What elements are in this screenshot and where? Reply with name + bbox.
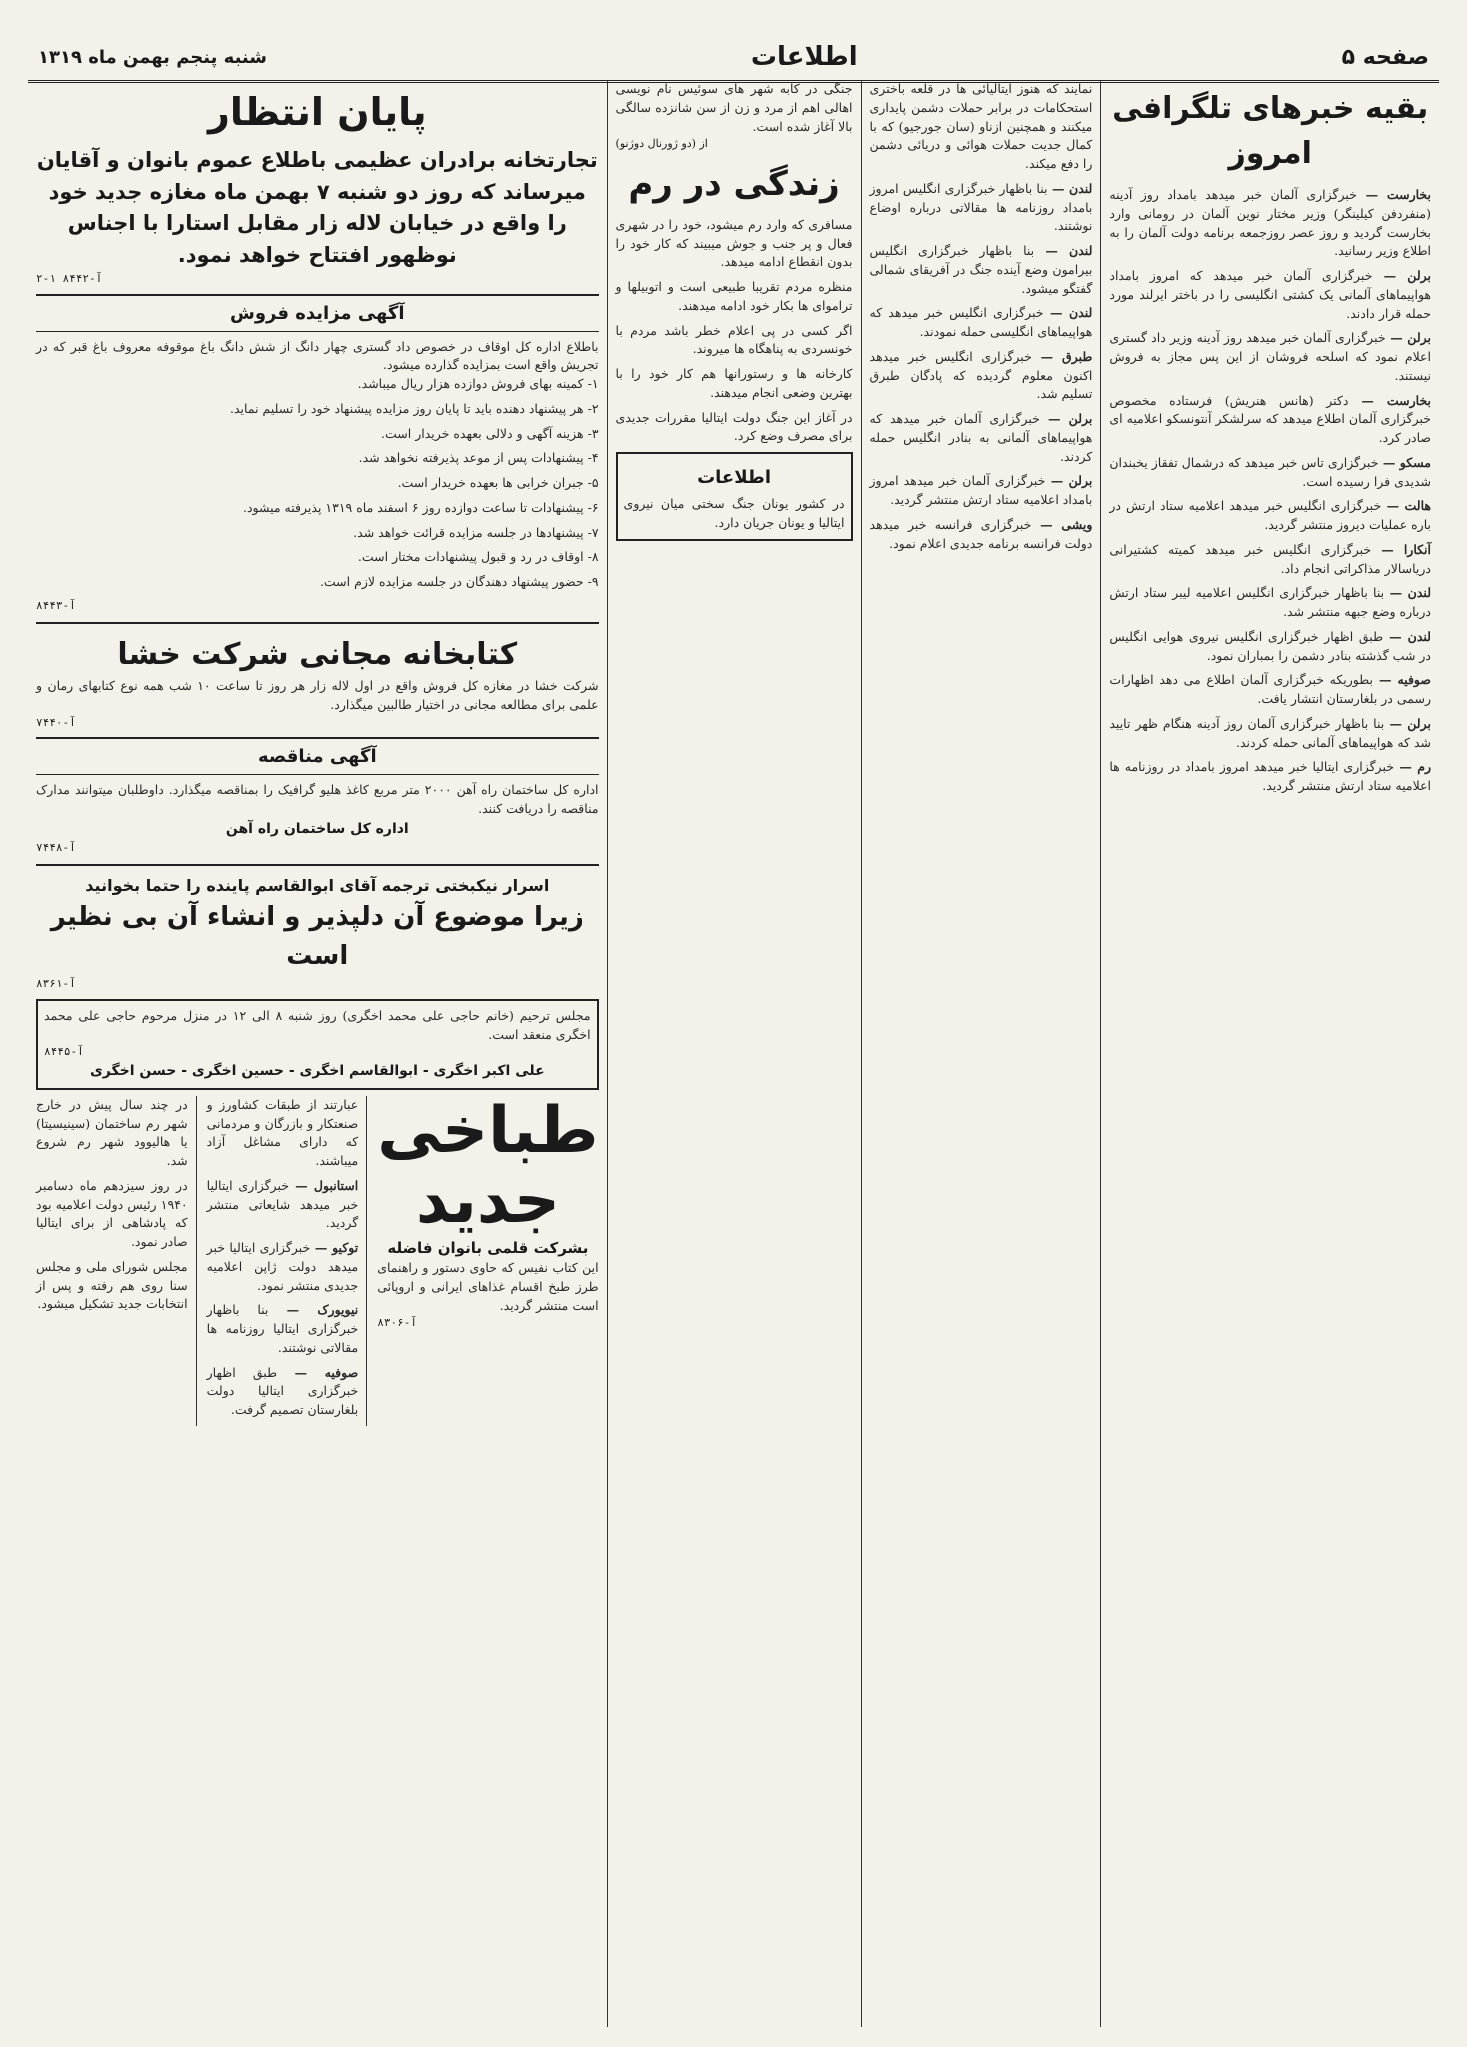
column-right: [1100, 80, 1439, 2027]
dateline: لندن —: [1043, 305, 1093, 321]
dateline: استانبول —: [288, 1177, 359, 1193]
paper-name: اطلاعات: [750, 42, 858, 72]
news-item: [1109, 329, 1431, 385]
news-item: [207, 1301, 359, 1357]
news-item: ۵- جبران خرابی ها بعهده خریدار است.: [397, 475, 599, 490]
cookbook-text: این کتاب نفیس که حاوی دستور و راهنمای طرز طبخ اقسام غذاهای ایرانی و اروپائی است منتشر گردید.: [377, 1260, 599, 1313]
news-text: بنا باظهار خبرگزاری آلمان روز آدینه هنگام ظهر تایید شد که هواپیماهای آلمانی حمله کردند.: [1109, 715, 1431, 750]
column-left-ads: [28, 80, 607, 2027]
info-box-title: اطلاعات: [697, 467, 771, 488]
dateline: برلن —: [1045, 473, 1093, 489]
news-text: دکتر (هانس هنریش) فرستاده مخصوص خبرگزاری آلمان اطلاع میدهد که سرلشکر آنتونسکو اعلامیه ای صادر کرد.: [1109, 392, 1431, 445]
columns: [28, 80, 1439, 2027]
dateline: مسکو —: [1378, 454, 1431, 470]
news-item: [870, 80, 1093, 174]
news-item: [1109, 454, 1431, 492]
mid-news: [36, 1096, 197, 1426]
auction-title: آگهی مزایده فروش: [36, 294, 599, 332]
auction-text: باطلاع اداره کل اوقاف در خصوص داد گستری چهار دانگ از شش دانگ باغ موقوفه معروف باغ قبر که در تجریش واقع است بمزایده گذارده میشود.: [36, 338, 599, 373]
news-list: [870, 80, 1093, 553]
news-text: نمایند که هنوز ایتالیائی ها در قلعه باختری استحکامات در برابر حملات دشمن پایداری میکنند و همچنین ازناو (سان جورجیو) که با کمال جدیت حملات هوائی و دریائی دشمن را دفع میکند.: [869, 81, 1093, 171]
tender-text: اداره کل ساختمان راه آهن ۲۰۰۰ متر مربع کاغذ هلیو گرافیک را بمناقصه میگذارد. داوطلبان میتوانند مدارک مناقصه را دریافت کنند.: [36, 782, 599, 816]
info-box-text: در کشور یونان جنگ سختی میان نیروی ایتالیا و یونان جریان دارد.: [623, 496, 845, 530]
dateline: برلن —: [1372, 268, 1432, 283]
news-text: بطوریکه خبرگزاری آلمان اطلاع می دهد اظهارات رسمی در بلغارستان انتشار یافت.: [1109, 672, 1431, 706]
news-item: [1109, 392, 1431, 448]
news-item: در آغاز این جنگ دولت ایتالیا مقررات جدیدی برای مصرف وضع کرد.: [615, 409, 853, 444]
dateline: بخارست —: [1348, 392, 1431, 408]
dateline: صوفیه —: [277, 1364, 359, 1380]
news-item: [1109, 186, 1431, 261]
page-number: صفحه ۵: [1341, 44, 1429, 70]
news-item: [207, 1177, 359, 1233]
lower-ads-row: [36, 1093, 599, 1426]
mourning-notice: [36, 999, 599, 1090]
mourning-code: آ-۸۴۴۵: [44, 1045, 84, 1059]
news-text: بنا باظهار خبرگزاری انگلیس امروز بامداد روزنامه ها مقالاتی درباره اوضاع نوشتند.: [869, 180, 1093, 234]
column-mid-left: [607, 80, 861, 2027]
news-text: بنا باظهار خبرگزاری انگلیس بیرامون وضع آینده جنگ در آفریقای شمالی گفتگو میشود.: [869, 243, 1093, 296]
dateline: لندن —: [1034, 243, 1093, 258]
news-item: مجلس شورای ملی و مجلس سنا روی هم رفته و پس از انتخابات جدید تشکیل میشود.: [36, 1258, 188, 1312]
news-item: [1109, 497, 1431, 535]
info-box: [616, 452, 853, 541]
news-item: کارخانه ها و رستورانها هم کار خود را با بهترین وضعی انجام میدهند.: [615, 366, 853, 400]
dateline: ویشی —: [1031, 516, 1093, 532]
news-item: ۹- حضور پیشنهاد دهندگان در جلسه مزایده لازم است.: [319, 574, 599, 589]
mourning-sign: علی اکبر اخگری - ابوالقاسم اخگری - حسین اخگری - حسن اخگری: [89, 1062, 545, 1079]
dateline: طبرق —: [1031, 348, 1093, 364]
news-item: [1109, 715, 1431, 753]
ad-headline-end-of-wait: پایان انتظار: [207, 90, 427, 134]
cookbook-title: طباخی جدید: [377, 1093, 599, 1239]
auction-items: [36, 375, 599, 592]
telegraph-news: [1109, 186, 1431, 796]
news-text: خبرگزاری آلمان خبر میدهد بامداد روز آدینه (منفردفن کیلینگر) وزیر مختار نوین آلمان در رومانی وارد بخارست گردید و روز عصر روزجمعه برنامه دولت آلمان را به اطلاع وزیر رسانید.: [1109, 187, 1431, 259]
top-item: جنگی در کابه شهر های سوئیس نام نویسی اهالی اهم از مرد و زن از سن شانزده سالگی بالا آغاز شده است.: [615, 81, 853, 134]
news-item: [870, 304, 1093, 342]
dateline: برلن —: [1039, 411, 1093, 426]
rome-article: [616, 216, 853, 446]
mid-news-list: [36, 1096, 188, 1314]
news-item: [1109, 758, 1431, 796]
news-text: خبرگزاری ایتالیا خبر میدهد امروز بامداد در روزنامه ها اعلامیه ستاد ارتش منتشر گردید.: [1109, 759, 1431, 793]
news-item: ۳- هزینه آگهی و دلالی بعهده خریدار است.: [381, 425, 599, 441]
news-text: خبرگزاری انگلیس خبر میدهد اعلامیه ستاد ارتش در باره عملیات دیروز منتشر گردید.: [1109, 498, 1431, 532]
headline-life-in-rome: زندگی در رم: [628, 163, 840, 204]
lower-news: [207, 1096, 368, 1426]
news-item: [870, 472, 1093, 510]
news-text: خبرگزاری آلمان خبر میدهد روز آدینه وزیر داد گستری اعلام نمود که اسلحه فروشان از این پس مجاز به فروش نیستند.: [1109, 330, 1431, 383]
divider: [36, 622, 599, 624]
news-item: مسافری که وارد رم میشود، خود را در شهری فعال و پر جنب و جوش میبیند که کار خود را بدون انقطاع ادامه میدهد.: [615, 216, 853, 270]
news-item: منظره مردم تقریبا طبیعی است و اتوبیلها و تراموای ها بکار خود ادامه میدهند.: [615, 279, 853, 313]
dateline: برلن —: [1384, 715, 1431, 731]
cookbook-ad: [377, 1093, 599, 1426]
news-item: ۲- هر پیشنهاد دهنده باید تا پایان روز مزایده پیشنهاد خود را تسلیم نماید.: [230, 400, 599, 416]
news-text: خبرگزاری انگلیس خبر میدهد که هواپیماهای انگلیسی حمله نمودند.: [869, 305, 1093, 339]
news-item: [1109, 584, 1431, 622]
library-title: کتابخانه مجانی شرکت خشا: [117, 637, 518, 673]
ad-store-opening: تجارتخانه برادران عظیمی باطلاع عموم بانوان و آقایان میرساند که روز دو شنبه ۷ بهمن ماه مغازه جدید خود را واقع در خیابان لاله زار مقابل استارا با اجناس نوظهور افتتاح خواهد نمود.: [36, 148, 598, 267]
news-text: خبرگزاری آلمان خبر میدهد که امروز بامداد هواپیماهای آلمانی یک کشتی انگلیسی را در باختر ایرلند مورد حمله قرار دادند.: [1109, 268, 1431, 321]
mourning-text: مجلس ترحیم (خانم حاجی علی محمد اخگری) روز شنبه ۸ الی ۱۲ در منزل مرحوم حاجی علی محمد اخگری منعقد است.: [44, 1007, 591, 1042]
library-text: شرکت خشا در مغازه کل فروش واقع در اول لاله زار هر روز تا ساعت ۱۰ شب همه نوع کتابهای رمان و علمی برای مطالعه مجانی در اختیار طالبین میگذارد.: [36, 678, 599, 712]
source-note: از (دو ژورنال دوژنو): [615, 137, 708, 151]
dateline: بخارست —: [1356, 187, 1431, 202]
news-item: [870, 516, 1093, 554]
news-text: خبرگزاری ایتالیا خبر میدهد دولت ژاپن اعلامیه جدیدی منتشر نمود.: [206, 1240, 359, 1293]
news-text: خبرگزاری آلمان خبر میدهد امروز بامداد اعلامیه ستاد ارتش منتشر گردید.: [869, 473, 1093, 507]
news-text: خبرگزاری آلمان خبر میدهد که هواپیماهای آلمانی به بنادر انگلیس حمله کردند.: [869, 411, 1093, 464]
news-text: خبرگزاری فرانسه خبر میدهد دولت فرانسه برنامه جدیدی اعلام نمود.: [869, 516, 1093, 551]
dateline: برلن —: [1385, 330, 1432, 346]
book-ad-code: آ-۸۳۶۱: [36, 977, 76, 991]
dateline: نیویورک —: [268, 1302, 359, 1318]
dateline: لندن —: [1047, 180, 1093, 196]
news-item: در چند سال پیش در خارج شهر رم ساختمان (سینیسیتا) یا هالیوود شهر رم شروع شد.: [36, 1096, 188, 1168]
news-item: ۴- پیشنهادات پس از موعد پذیرفته نخواهد شد.: [358, 450, 599, 466]
news-item: در روز سیزدهم ماه دسامبر ۱۹۴۰ رئیس دولت اعلامیه بود که پادشاهی از برای ایتالیا صادر نمود.: [36, 1177, 188, 1249]
news-item: ۶- پیشنهادات تا ساعت دوازده روز ۶ اسفند ماه ۱۳۱۹ پذیرفته میشود.: [242, 499, 599, 515]
news-item: اگر کسی در پی اعلام خطر باشد مردم با خونسردی به پناهگاه ها میروند.: [615, 322, 853, 357]
news-item: [1109, 541, 1431, 579]
news-item: [1109, 628, 1431, 666]
dateline: صوفیه —: [1372, 672, 1431, 688]
book-ad-line2: زیرا موضوع آن دلپذیر و انشاء آن بی نظیر است: [50, 902, 584, 972]
cookbook-code: آ-۸۳۰۶: [377, 1316, 417, 1330]
issue-date: شنبه پنجم بهمن ماه ۱۳۱۹: [38, 46, 267, 68]
news-item: ۷- پیشنهادها در جلسه مزایده قرائت خواهد شد.: [353, 524, 599, 540]
news-item: [207, 1239, 359, 1295]
lower-news-list: [207, 1096, 359, 1420]
news-text: خبرگزاری انگلیس خبر میدهد کمیته کشتیرانی دریاسالار مذاکراتی انجام داد.: [1109, 541, 1431, 576]
headline-telegraph: بقیه خبرهای تلگرافی امروز: [1112, 91, 1429, 171]
news-text: خبرگزاری تاس خبر میدهد که درشمال تفقاز یخبندان شدیدی فرا رسیده است.: [1109, 454, 1431, 489]
book-ad-line1: اسرار نیکبختی ترجمه آقای ابوالقاسم پاینده را حتما بخوانید: [85, 876, 550, 896]
news-text: طبق اظهار خبرگزاری انگلیس نیروی هوایی انگلیس در شب گذشته بنادر دشمن را بمباران نمود.: [1109, 628, 1431, 663]
masthead: [28, 36, 1439, 83]
news-text: طبق اظهار خبرگزاری ایتالیا دولت بلغارستان تصمیم گرفت.: [206, 1364, 359, 1417]
news-item: [1109, 267, 1431, 323]
news-item: [870, 180, 1093, 236]
dateline: آنکارا —: [1371, 541, 1431, 557]
news-text: خبرگزاری انگلیس خبر میدهد اکنون معلوم گردیده که پادگان طبرق تسلیم شد.: [869, 348, 1093, 402]
tender-code: آ-۷۴۴۸: [36, 840, 76, 854]
news-item: [1109, 671, 1431, 709]
divider: [36, 864, 599, 866]
cookbook-subtitle: بشرکت قلمی بانوان فاضله: [387, 1238, 589, 1257]
dateline: لندن —: [1383, 628, 1431, 644]
dateline: لندن —: [1384, 585, 1431, 601]
news-text: بنا باظهار خبرگزاری انگلیس اعلامیه لیبر ستاد ارتش درباره وضع جبهه منتشر شد.: [1109, 585, 1431, 619]
news-text: عبارتند از طبقات کشاورز و صنعتکار و بازرگان و مردمانی که دارای مشاغل آزاد میباشند.: [206, 1096, 359, 1168]
news-item: [207, 1096, 359, 1171]
news-item: [870, 242, 1093, 298]
news-item: ۱- کمینه بهای فروش دوازده هزار ریال میباشد.: [357, 376, 599, 391]
column-mid-right: [861, 80, 1101, 2027]
ad-code: آ-۸۴۴۲ ۱-۲: [36, 272, 103, 285]
tender-sign: اداره کل ساختمان راه آهن: [225, 820, 409, 837]
tender-title: آگهی مناقصه: [36, 737, 599, 775]
news-text: خبرگزاری ایتالیا خبر میدهد شایعاتی منتشر گردید.: [206, 1177, 359, 1231]
auction-code: آ-۸۴۴۳: [36, 598, 76, 612]
news-item: [870, 348, 1093, 404]
news-item: ۸- اوقاف در رد و قبول پیشنهادات مختار است.: [357, 549, 599, 565]
library-code: آ-۷۴۴۰: [36, 715, 76, 729]
news-item: [870, 410, 1093, 466]
dateline: رم —: [1393, 759, 1432, 775]
dateline: هالت —: [1381, 498, 1432, 514]
dateline: توکیو —: [310, 1240, 359, 1255]
news-text: بنا باظهار خبرگزاری ایتالیا روزنامه ها مقالاتی نوشتند.: [206, 1302, 359, 1355]
news-item: [207, 1364, 359, 1420]
